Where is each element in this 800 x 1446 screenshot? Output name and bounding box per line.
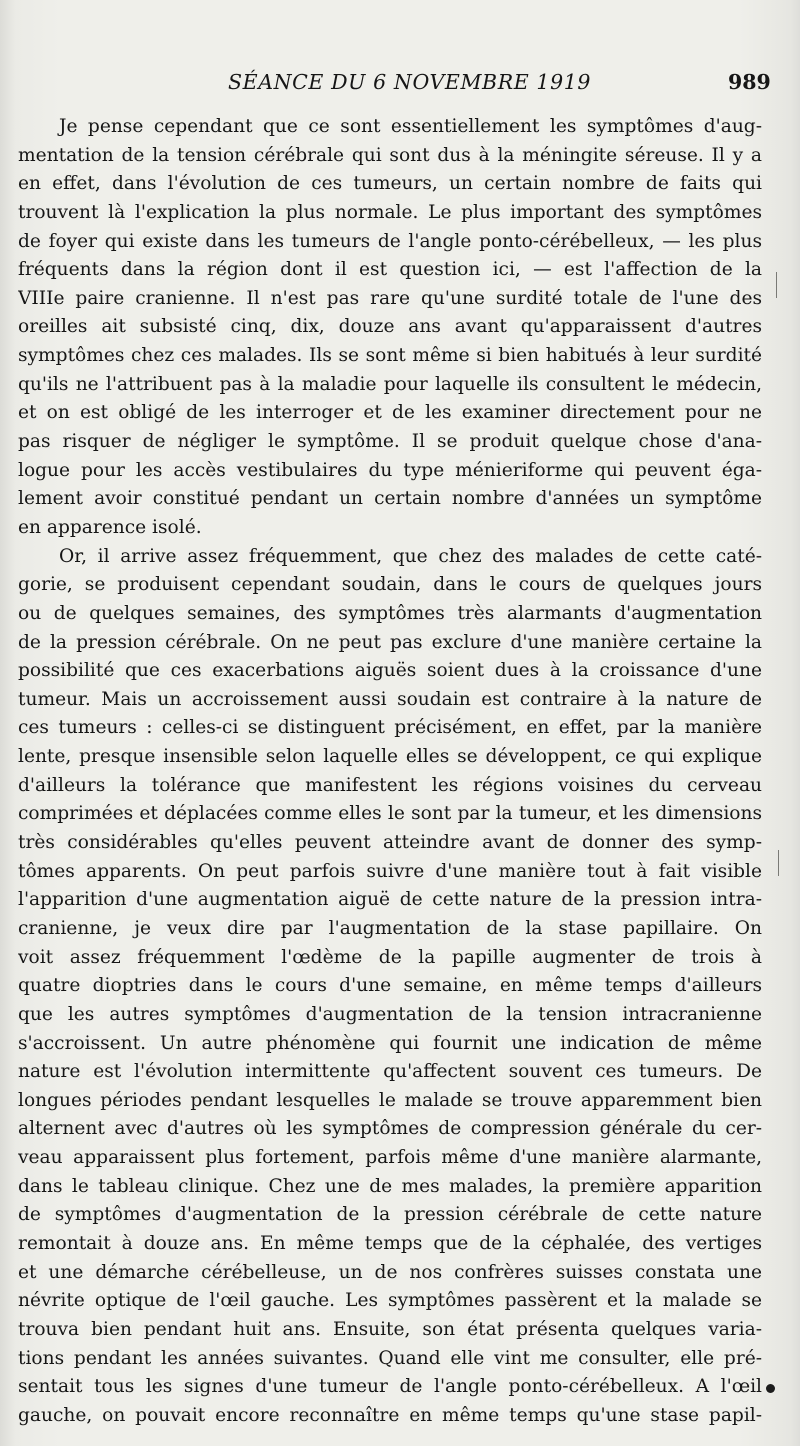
text-line: très considérables qu'elles peuvent atteindre avant de donner des symp- (18, 832, 762, 854)
text-line: l'apparition d'une augmentation aiguë de cette nature de la pression intra- (18, 889, 762, 911)
text-line: qu'ils ne l'attribuent pas à la maladie pour laquelle ils consultent le médecin, (18, 373, 762, 395)
text-line: trouvent là l'explication la plus normale. Le plus important des symptômes (18, 201, 762, 223)
text-line: VIIIe paire cranienne. Il n'est pas rare qu'une surdité totale de l'une des (18, 287, 762, 309)
text-line: symptômes chez ces malades. Ils se sont même si bien habitués à leur surdité (18, 345, 762, 367)
text-line: sentait tous les signes d'une tumeur de l'angle ponto-cérébelleux. A l'œil (18, 1376, 762, 1398)
text-line: alternent avec d'autres où les symptômes de compression générale du cer- (18, 1118, 762, 1140)
ink-blot (766, 1384, 775, 1393)
text-line: Or, il arrive assez fréquemment, que chez des malades de cette caté- (59, 545, 762, 567)
text-line: tumeur. Mais un accroissement aussi soudain est contraire à la nature de (18, 688, 762, 710)
text-line: oreilles ait subsisté cinq, dix, douze ans avant qu'apparaissent d'autres (18, 316, 762, 338)
scan-speck (776, 272, 777, 298)
scan-speck (778, 850, 779, 876)
text-line: ou de quelques semaines, des symptômes très alarmants d'augmentation (18, 602, 762, 624)
text-line: ces tumeurs : celles-ci se distinguent précisément, en effet, par la manière (18, 717, 762, 739)
text-line: possibilité que ces exacerbations aiguës soient dues à la croissance d'une (18, 660, 762, 682)
text-line: nature est l'évolution intermittente qu'affectent souvent ces tumeurs. De (18, 1061, 762, 1083)
text-line: fréquents dans la région dont il est question ici, — est l'affection de la (18, 259, 762, 281)
running-title: SÉANCE DU 6 NOVEMBRE 1919 (228, 70, 591, 94)
text-line: de foyer qui existe dans les tumeurs de l'angle ponto-cérébelleux, — les plus (18, 230, 762, 252)
text-line: névrite optique de l'œil gauche. Les symptômes passèrent et la malade se (18, 1290, 762, 1312)
text-line: tions pendant les années suivantes. Quand elle vint me consulter, elle pré- (18, 1347, 762, 1369)
text-line: tômes apparents. On peut parfois suivre d'une manière tout à fait visible (18, 860, 762, 882)
text-line: et une démarche cérébelleuse, un de nos confrères suisses constata une (18, 1261, 762, 1283)
page-number: 989 (728, 70, 771, 94)
text-line: de symptômes d'augmentation de la pression cérébrale de cette nature (18, 1204, 762, 1226)
text-line: comprimées et déplacées comme elles le sont par la tumeur, et les dimensions (18, 803, 762, 825)
text-line: de la pression cérébrale. On ne peut pas exclure d'une manière certaine la (18, 631, 762, 653)
text-line: Je pense cependant que ce sont essentiellement les symptômes d'aug- (59, 116, 762, 137)
text-line: gorie, se produisent cependant soudain, dans le cours de quelques jours (18, 574, 762, 596)
body-text (18, 113, 762, 1430)
text-line: dans le tableau clinique. Chez une de mes malades, la première apparition (18, 1175, 762, 1197)
text-line: veau apparaissent plus fortement, parfois même d'une manière alarmante, (18, 1147, 762, 1169)
text-line: cranienne, je veux dire par l'augmentation de la stase papillaire. On (18, 917, 762, 939)
text-line: trouva bien pendant huit ans. Ensuite, son état présenta quelques varia- (18, 1318, 762, 1340)
text-line: s'accroissent. Un autre phénomène qui fournit une indication de même (18, 1032, 762, 1054)
text-line: que les autres symptômes d'augmentation de la tension intracranienne (18, 1003, 762, 1025)
text-line: remontait à douze ans. En même temps que de la céphalée, des vertiges (18, 1232, 762, 1254)
text-line: voit assez fréquemment l'œdème de la papille augmenter de trois à (18, 946, 762, 968)
text-line: quatre dioptries dans le cours d'une semaine, en même temps d'ailleurs (18, 975, 762, 997)
text-line: lente, presque insensible selon laquelle elles se développent, ce qui explique (18, 746, 762, 768)
text-line: lement avoir constitué pendant un certain nombre d'années un symptôme (18, 488, 762, 510)
text-line: en apparence isolé. (18, 516, 202, 538)
page-header (0, 66, 800, 100)
text-line: logue pour les accès vestibulaires du type ménieriforme qui peuvent éga- (18, 459, 762, 481)
text-line: pas risquer de négliger le symptôme. Il se produit quelque chose d'ana- (18, 431, 762, 453)
text-line: gauche, on pouvait encore reconnaître en même temps qu'une stase papil- (18, 1404, 762, 1426)
text-line: en effet, dans l'évolution de ces tumeurs, un certain nombre de faits qui (18, 173, 762, 195)
text-line: et on est obligé de les interroger et de les examiner directement pour ne (18, 402, 762, 424)
text-line: d'ailleurs la tolérance que manifestent les régions voisines du cerveau (18, 774, 762, 796)
text-line: longues périodes pendant lesquelles le malade se trouve apparemment bien (18, 1089, 762, 1111)
text-line: mentation de la tension cérébrale qui sont dus à la méningite séreuse. Il y a (18, 144, 762, 166)
